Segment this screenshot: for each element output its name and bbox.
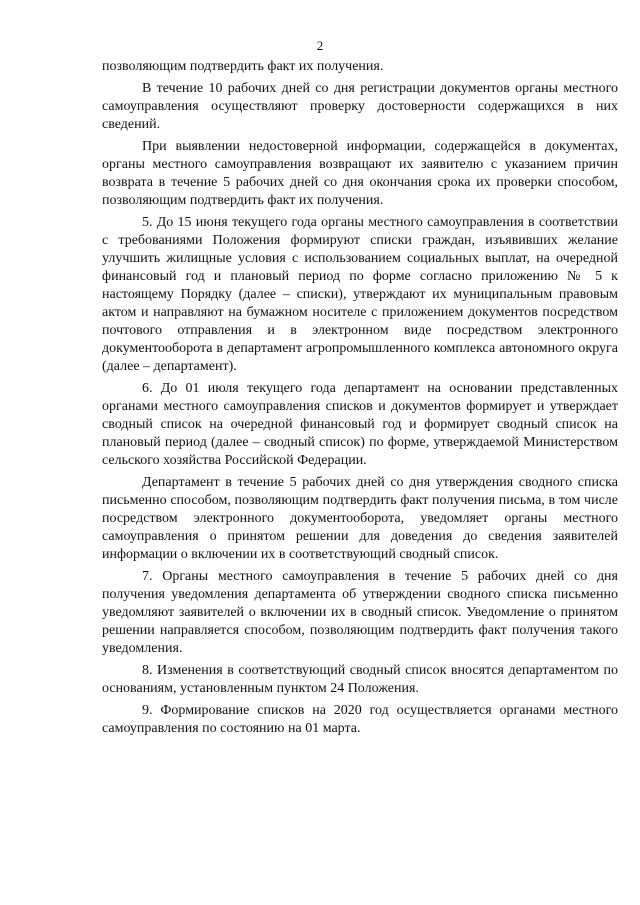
- paragraph-unreliable-info: При выявлении недостоверной информации, содержащейся в документах, органы местного самоуправления возвращают их заявителю с указанием причин возврата в течение 5 рабочих дней со дня окончания срока их проверки способом, позволяющим подтвердить факт их получения.: [102, 139, 618, 208]
- paragraph-item-8: 8. Изменения в соответствующий сводный список вносятся департаментом по основаниям, установленным пунктом 24 Положения.: [102, 663, 618, 696]
- paragraph-item-7: 7. Органы местного самоуправления в течение 5 рабочих дней со дня получения уведомления департамента об утверждении сводного списка письменно уведомляют заявителей о включении их в сводный список. Уведомление о принятом решении направляется способом, позволяющим подтвердить факт получения такого уведомления.: [102, 569, 618, 656]
- paragraph-item-6: 6. До 01 июля текущего года департамент на основании представленных органами местного самоуправления списков и документов формирует и утверждает сводный список на очередной финансовый год и формирует сводный список на плановый период (далее – сводный список) по форме, утверждаемой Министерством сельского хозяйства Российской Федерации.: [102, 381, 618, 468]
- paragraph-department-notification: Департамент в течение 5 рабочих дней со дня утверждения сводного списка письменно способом, позволяющим подтвердить факт получения письма, в том числе посредством электронного документооборота, уведомляет органы местного самоуправления о принятом решении для доведения до сведения заявителей информации о включении их в соответствующий сводный список.: [102, 475, 618, 562]
- paragraph-verification-period: В течение 10 рабочих дней со дня регистрации документов органы местного самоуправления осуществляют проверку достоверности содержащихся в них сведений.: [102, 81, 618, 132]
- paragraph-continuation: позволяющим подтвердить факт их получения.: [102, 59, 384, 74]
- paragraph-item-9: 9. Формирование списков на 2020 год осуществляется органами местного самоуправления по состоянию на 01 марта.: [102, 703, 618, 736]
- document-body: [102, 58, 618, 742]
- page-number: 2: [316, 38, 324, 53]
- paragraph-item-5: 5. До 15 июня текущего года органы местного самоуправления в соответствии с требованиями Положения формируют списки граждан, изъявивших желание улучшить жилищные условия с использованием социальных выплат, на очередной финансовый год и плановый период по форме согласно приложению № 5 к настоящему Порядку (далее – списки), утверждают их муниципальным правовым актом и направляют на бумажном носителе с приложением документов посредством почтового отправления и в электронном виде посредством электронного документооборота в департамент агропромышленного комплекса автономного округа (далее – департамент).: [102, 215, 618, 374]
